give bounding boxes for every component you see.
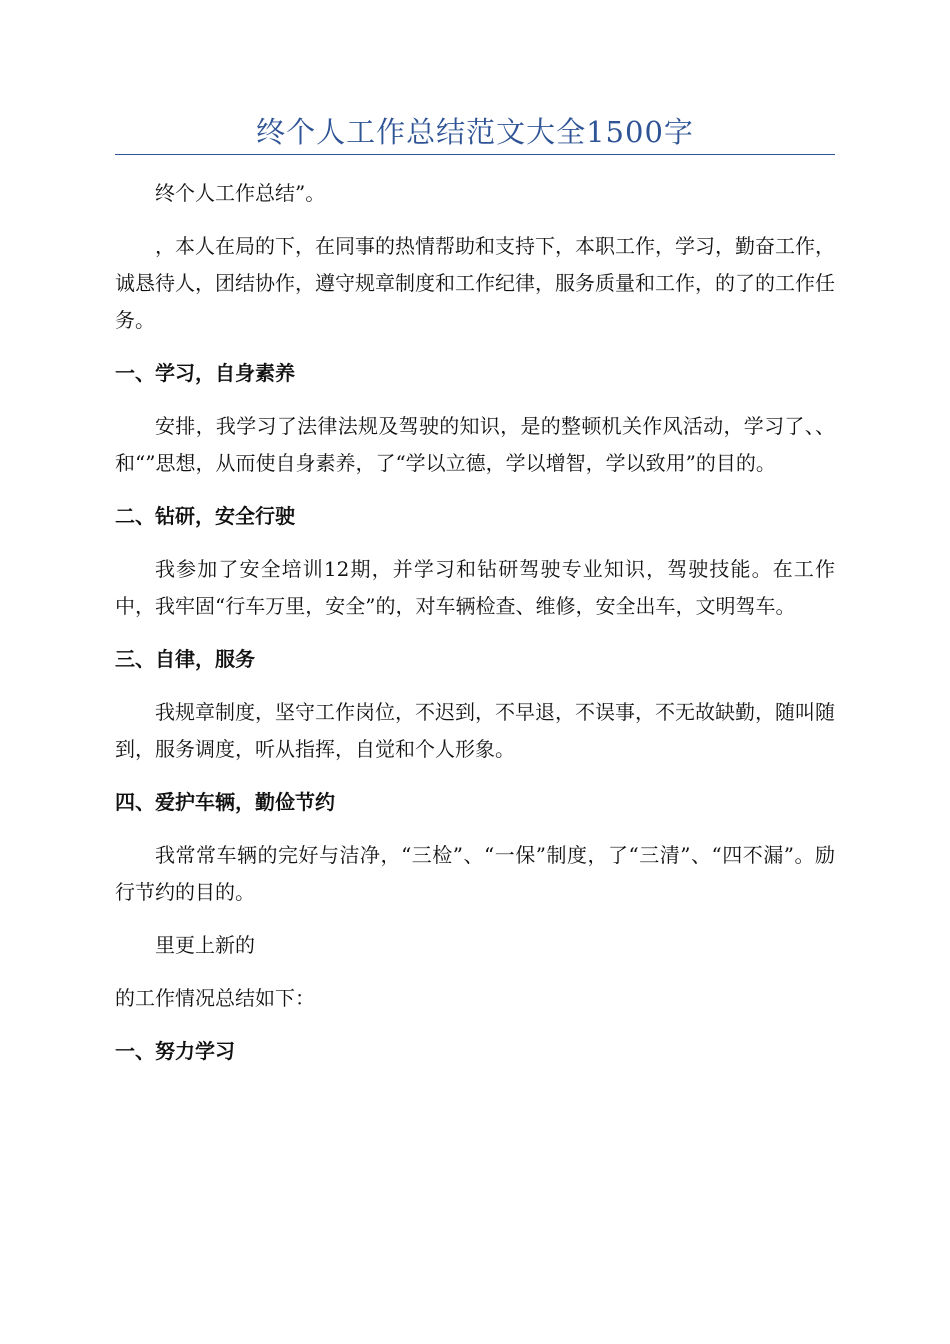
paragraph-intro: 终个人工作总结”。	[155, 181, 326, 205]
section-heading-1: 一、学习，自身素养	[115, 361, 295, 385]
paragraph-summary: ，本人在局的下，在同事的热情帮助和支持下，本职工作，学习，勤奋工作，诚恳待人，团结协作，遵守规章制度和工作纪律，服务质量和工作，的了的工作任务。	[115, 234, 835, 332]
paragraph-lead-in: 的工作情况总结如下：	[115, 986, 315, 1010]
document-title: 终个人工作总结范文大全1500字	[256, 115, 694, 149]
paragraph-fragment: 里更上新的	[155, 933, 255, 957]
section-heading-5: 一、努力学习	[115, 1039, 235, 1063]
section-heading-2: 二、钻研，安全行驶	[115, 504, 295, 528]
title-underline	[115, 154, 835, 155]
section-heading-3: 三、自律，服务	[115, 647, 255, 671]
paragraph-vehicle-care: 我常常车辆的完好与洁净，“三检”、“一保”制度，了“三清”、“四不漏”。励行节约的目的。	[115, 843, 835, 904]
document-page	[115, 110, 835, 1070]
paragraph-discipline: 我规章制度，坚守工作岗位，不迟到，不早退，不误事，不无故缺勤，随叫随到，服务调度，听从指挥，自觉和个人形象。	[115, 700, 835, 761]
paragraph-study: 安排，我学习了法律法规及驾驶的知识，是的整顿机关作风活动，学习了、、和“”思想，从而使自身素养，了“学以立德，学以增智，学以致用”的目的。	[115, 414, 835, 475]
paragraph-safety: 我参加了安全培训12期，并学习和钻研驾驶专业知识，驾驶技能。在工作中，我牢固“行车万里，安全”的，对车辆检查、维修，安全出车，文明驾车。	[115, 557, 835, 618]
section-heading-4: 四、爱护车辆，勤俭节约	[115, 790, 335, 814]
